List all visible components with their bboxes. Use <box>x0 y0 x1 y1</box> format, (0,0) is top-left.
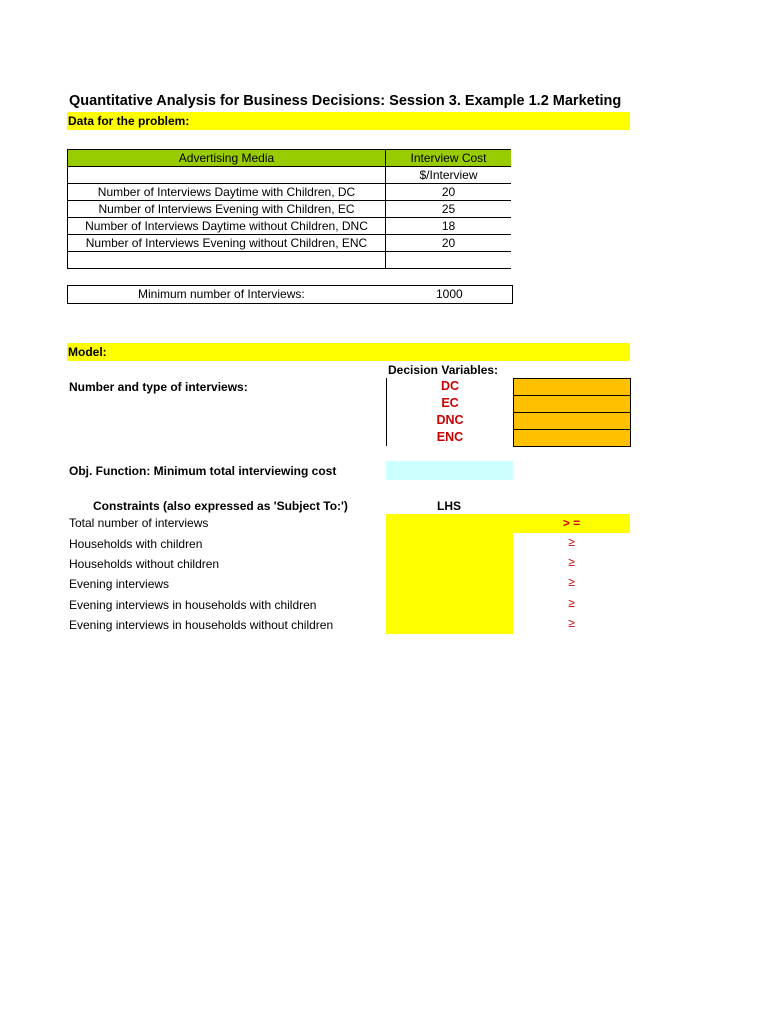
variable-dnc-cell[interactable] <box>513 412 631 430</box>
cost-cell[interactable]: 20 <box>386 184 512 201</box>
variable-dc-label: DC <box>440 379 460 393</box>
sheet-title: Quantitative Analysis for Business Decisions: Session 3. Example 1.2 Marketing <box>69 93 622 109</box>
media-cell[interactable]: Number of Interviews Daytime without Children, DNC <box>68 218 386 235</box>
variable-enc-cell[interactable] <box>513 429 631 447</box>
table-row <box>68 201 512 218</box>
variable-ec-label: EC <box>441 396 459 410</box>
constraint-label: Households without children <box>69 557 220 571</box>
model-section-band[interactable] <box>67 343 630 361</box>
minimum-interviews-label: Minimum number of Interviews: <box>138 287 305 301</box>
data-section-label: Data for the problem: <box>68 114 190 128</box>
variable-dnc-label: DNC <box>436 413 464 427</box>
data-section-band[interactable] <box>67 112 630 130</box>
cost-cell[interactable]: 18 <box>386 218 512 235</box>
constraint-operator: > = <box>562 516 581 530</box>
header-interview-cost[interactable]: Interview Cost <box>386 150 512 167</box>
media-cost-table <box>67 149 511 269</box>
unit-cell[interactable]: $/Interview <box>386 167 512 184</box>
minimum-interviews-box <box>67 285 513 304</box>
variable-dc-cell[interactable] <box>513 378 631 396</box>
constraint-operator: ≥ <box>568 575 575 589</box>
table-row <box>68 235 512 252</box>
cost-cell[interactable]: 20 <box>386 235 512 252</box>
header-advertising-media[interactable]: Advertising Media <box>68 150 386 167</box>
constraint-operator: ≥ <box>568 616 575 630</box>
constraints-header: Constraints (also expressed as 'Subject To:') <box>93 499 348 513</box>
constraint-label: Evening interviews in households without children <box>69 618 334 632</box>
model-section-label: Model: <box>68 345 107 359</box>
media-cell[interactable]: Number of Interviews Daytime with Children, DC <box>68 184 386 201</box>
constraint-operator: ≥ <box>568 535 575 549</box>
objective-function-label: Obj. Function: Minimum total interviewing cost <box>69 464 337 478</box>
interviews-label: Number and type of interviews: <box>69 380 248 394</box>
constraint-label: Evening interviews in households with children <box>69 598 317 612</box>
cost-cell[interactable] <box>386 252 512 269</box>
decision-variables-header: Decision Variables: <box>388 363 499 377</box>
table-row <box>68 184 512 201</box>
constraint-label: Households with children <box>69 537 203 551</box>
lhs-column[interactable] <box>386 514 513 634</box>
table-cell[interactable] <box>68 167 386 184</box>
constraint-label: Total number of interviews <box>69 516 209 530</box>
media-cell[interactable]: Number of Interviews Evening with Children, EC <box>68 201 386 218</box>
constraint-operator: ≥ <box>568 555 575 569</box>
table-row <box>68 252 512 269</box>
table-header-row <box>68 150 512 167</box>
variable-enc-label: ENC <box>436 430 464 444</box>
constraint-label: Evening interviews <box>69 577 170 591</box>
variable-ec-cell[interactable] <box>513 395 631 413</box>
constraint-operator: ≥ <box>568 596 575 610</box>
minimum-interviews-value[interactable]: 1000 <box>436 287 463 301</box>
media-cell[interactable] <box>68 252 386 269</box>
media-cell[interactable]: Number of Interviews Evening without Children, ENC <box>68 235 386 252</box>
lhs-header: LHS <box>437 499 461 513</box>
table-row <box>68 167 512 184</box>
table-row <box>68 218 512 235</box>
objective-function-cell[interactable] <box>386 461 513 480</box>
cost-cell[interactable]: 25 <box>386 201 512 218</box>
